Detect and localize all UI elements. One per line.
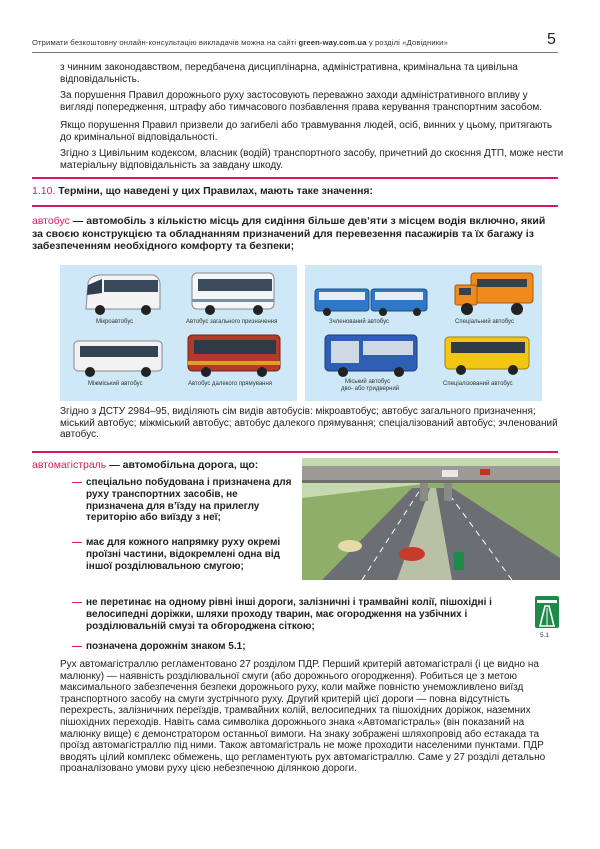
- intro-paragraph-2: За порушення Правил дорожнього руху застосовують переважно заходи адміністративного впливу у вигляді попередження, штрафу або тимчасового позбавлення права керування транспортним засобом.: [60, 90, 542, 113]
- bus-image-panel-right: [305, 265, 542, 401]
- caption-general-bus: Автобус загального призначення: [186, 319, 278, 325]
- section-divider-top: [32, 177, 558, 179]
- intercity-bus-image: [70, 335, 166, 381]
- city-bus-image: [321, 331, 421, 383]
- highway-criterion-2: має для кожного напрямку руху окремі проїзні частини, відокремлені одна від іншої розділювальною смугою;: [86, 537, 281, 572]
- section-title: Терміни, що наведені у цих Правилах, мають таке значення:: [55, 185, 374, 197]
- road-sign-5-1-icon: [535, 596, 559, 628]
- page-header: [32, 38, 542, 47]
- intro-paragraph-1: з чинним законодавством, передбачена дисциплінарна, адміністративна, кримінальна та цивільна відповідальність.: [60, 62, 518, 85]
- dstu-paragraph: Згідно з ДСТУ 2984–95, виділяють сім видів автобусів: мікроавтобус; автобус загального призначення; міський автобус; міжміський автобус; автобус далекого прямування; спеціалізований автобус; зчленований автобус.: [60, 406, 558, 441]
- bus-definition: [32, 215, 556, 253]
- highway-illustration: [302, 458, 560, 580]
- sign-caption: 5.1: [540, 632, 550, 639]
- special-bus-image: [451, 269, 537, 319]
- dash-marker-1: —: [72, 477, 82, 488]
- caption-specialized-bus: Спеціалізований автобус: [443, 381, 513, 387]
- caption-city-bus-doors: дво- або тридверний: [341, 386, 400, 392]
- dash-marker-2: —: [72, 537, 82, 548]
- intro-paragraph-4: Згідно з Цивільним кодексом, власник (водій) транспортного засобу, причетний до скоєння ДТП, може нести матеріальну відповідальність за завдану шкоду.: [60, 148, 564, 171]
- section-heading: [32, 186, 552, 198]
- intro-paragraph-3: Якщо порушення Правил призвели до загибелі або травмування людей, осіб, винних у цьому, притягають до кримінальної відповідальності.: [60, 120, 553, 143]
- caption-microbus: Мікроавтобус: [96, 319, 134, 325]
- caption-longdistance-bus: Автобус далекого прямування: [188, 381, 273, 387]
- articulated-bus-image: [313, 283, 429, 319]
- header-text-end: у розділі «Довідники»: [366, 38, 448, 47]
- specialized-bus-image: [441, 331, 533, 381]
- section-divider-bottom: [32, 205, 558, 207]
- general-bus-image: [188, 269, 278, 319]
- caption-articulated-bus: Зчленований автобус: [329, 319, 390, 325]
- dash-marker-3: —: [72, 597, 82, 608]
- highway-divider: [32, 451, 558, 453]
- longdistance-bus-image: [184, 331, 284, 381]
- bus-definition-text: — автомобіль з кількістю місць для сидіння більше дев’яти з місцем водія включно, який за своєю конструкцією та обладнанням призначений для перевезення пасажирів та їх багажу із забезпеченням необхідного комфорту та безпеки;: [32, 215, 546, 252]
- outro-paragraph: Рух автомагістраллю регламентовано 27 розділом ПДР. Перший критерій автомагістралі (і це видно на малюнку) — наявність розділювальної смуги (або дорожнього огородження). Робиться це з метою максимального забезпечення безпеки дорожнього руху, коли майже повністю унеможливлено виїзд транспортного засобу на смуги зустрічного руху. Другий критерій цієї дороги — повна відсутність перехресть, залізничних переїздів, трамвайних колій, велосипедних та пішохідних доріжок, наземних пішохідних переходів. Навіть сама символіка дорожнього знака «Автомагістраль» (він показаний на малюнку вище) є демонстратором останньої вимоги. На знаку зображені шляхопровід або естакада та проїзд автомагістраллю під ними. Також автомагістраль не може проходити населеними пунктами. ПДР вводять цілий комплекс обмежень, що регламентують рух автомагістраллю. Саме у 27 розділі детально проаналізовано умови руху цією небезпечною ділянкою дороги.: [60, 659, 546, 775]
- term-highway: автомагістраль: [32, 459, 107, 471]
- highway-criterion-4: позначена дорожнім знаком 5.1;: [86, 641, 246, 652]
- header-site-link[interactable]: green-way.com.ua: [298, 38, 367, 47]
- highway-definition: [32, 460, 312, 472]
- highway-definition-text: — автомобільна дорога, що:: [106, 459, 259, 471]
- header-divider: [32, 52, 558, 53]
- section-number: 1.10.: [32, 185, 56, 197]
- bus-image-panel-left: [60, 265, 297, 401]
- caption-intercity-bus: Міжміський автобус: [88, 381, 143, 387]
- caption-special-bus: Спеціальний автобус: [455, 319, 514, 325]
- highway-criterion-3: не перетинає на одному рівні інші дороги, залізничні і трамвайні колії, пішохідні і велосипедні доріжки, шляхи проходу тварин, має огородження на узбічних і розділювальній смузі та обгороджена сіткою;: [86, 597, 492, 632]
- dash-marker-4: —: [72, 641, 82, 652]
- microbus-image: [82, 271, 162, 319]
- term-bus: автобус: [32, 215, 70, 227]
- highway-criterion-1: спеціально побудована і призначена для руху транспортних засобів, не призначена для в’їзду на прилеглу територію або виїзду з неї;: [86, 477, 292, 524]
- header-text: Отримати безкоштовну онлайн-консультацію викладачів можна на сайті: [32, 38, 299, 47]
- caption-city-bus: Міський автобус: [345, 379, 391, 385]
- page-number: 5: [547, 31, 556, 48]
